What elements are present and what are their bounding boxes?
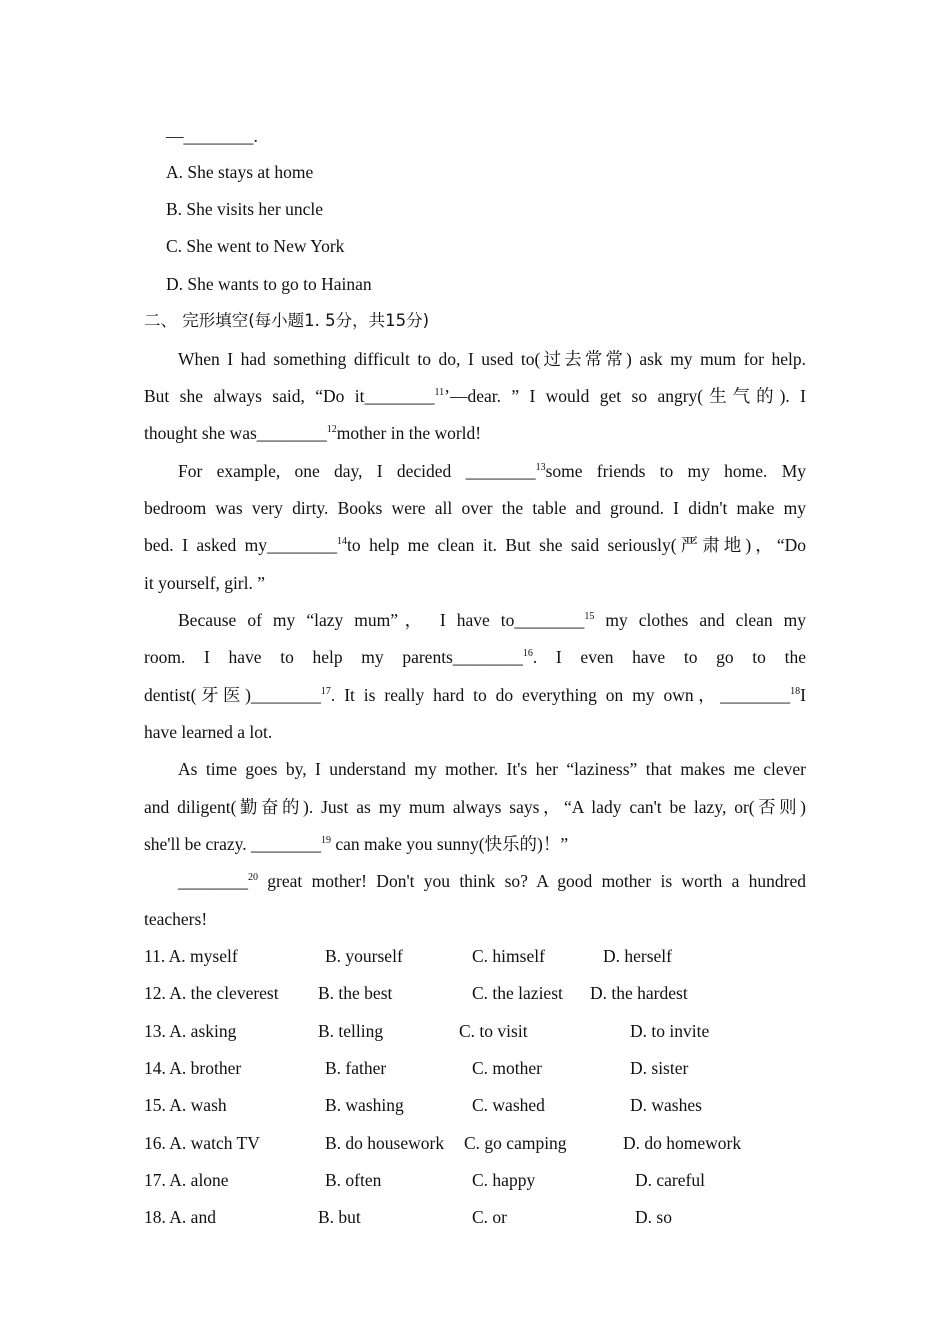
passage-text: mother in the world! bbox=[336, 423, 482, 443]
option-d: D. herself bbox=[603, 946, 673, 966]
option-b: B. telling bbox=[318, 1021, 384, 1041]
option-d: D. careful bbox=[635, 1170, 705, 1190]
option-b: B. often bbox=[325, 1170, 382, 1190]
option-a: 12. A. the cleverest bbox=[144, 983, 279, 1003]
option-c: C. mother bbox=[472, 1058, 542, 1078]
option-c: C. washed bbox=[472, 1095, 545, 1115]
passage-line: have learned a lot. bbox=[144, 722, 273, 742]
blank-number-13: 13 bbox=[535, 462, 546, 473]
blank-number-16: 16 bbox=[522, 648, 533, 659]
option-d: D. sister bbox=[630, 1058, 689, 1078]
question-row-16 bbox=[0, 1131, 950, 1155]
passage-text: . I even have to go to the bbox=[532, 647, 806, 667]
option-d: D. so bbox=[635, 1207, 672, 1227]
passage-line: When I had something difficult to do, I used to(过去常常) ask my mum for help. bbox=[178, 349, 806, 369]
option-c: C. to visit bbox=[459, 1021, 528, 1041]
passage-line bbox=[178, 869, 806, 893]
passage-line bbox=[178, 608, 806, 632]
option-a: 16. A. watch TV bbox=[144, 1133, 260, 1153]
passage-text: can make you sunny(快乐的)！” bbox=[330, 834, 569, 854]
passage-line: it yourself, girl. ” bbox=[144, 573, 266, 593]
q10-answer-blank: —________. bbox=[166, 126, 258, 146]
option-b: B. but bbox=[318, 1207, 361, 1227]
question-row-13 bbox=[0, 1019, 950, 1043]
option-c: C. the laziest bbox=[472, 983, 563, 1003]
question-row-18 bbox=[0, 1205, 950, 1229]
passage-line bbox=[144, 683, 806, 707]
passage-text: to help me clean it. But she said seriously(严肃地)，“Do bbox=[347, 535, 806, 555]
option-b: B. the best bbox=[318, 983, 393, 1003]
blank-number-14: 14 bbox=[337, 536, 348, 547]
option-a: 14. A. brother bbox=[144, 1058, 242, 1078]
q10-option-b: B. She visits her uncle bbox=[166, 199, 323, 219]
blank-number-17: 17 bbox=[320, 686, 331, 697]
passage-line: and diligent(勤奋的). Just as my mum always says，“A lady can't be lazy, or(否则) bbox=[144, 797, 806, 817]
passage-text: some friends to my home. My bbox=[545, 461, 807, 481]
option-a: 13. A. asking bbox=[144, 1021, 237, 1041]
blank-number-12: 12 bbox=[326, 424, 337, 435]
question-row-11 bbox=[0, 944, 950, 968]
passage-text: great mother! Don't you think so? A good mother is worth a hundred bbox=[258, 871, 806, 891]
passage-text: dentist(牙医)________ bbox=[144, 685, 321, 705]
option-d: D. do homework bbox=[623, 1133, 742, 1153]
passage-text: ________ bbox=[178, 871, 248, 891]
option-b: B. yourself bbox=[325, 946, 403, 966]
passage-text: Because of my “lazy mum”， I have to________ bbox=[178, 610, 585, 630]
blank-number-19: 19 bbox=[320, 835, 331, 846]
option-c: C. happy bbox=[472, 1170, 536, 1190]
option-d: D. the hardest bbox=[590, 983, 688, 1003]
blank-number-15: 15 bbox=[584, 611, 595, 622]
q10-option-a: A. She stays at home bbox=[166, 162, 314, 182]
passage-line bbox=[144, 832, 806, 856]
section-heading: 二、 完形填空(每小题1. 5分，共15分) bbox=[144, 311, 430, 330]
passage-line bbox=[178, 459, 806, 483]
passage-line: As time goes by, I understand my mother. It's her “laziness” that makes me clever bbox=[178, 759, 806, 779]
passage-line bbox=[144, 384, 806, 408]
question-row-14 bbox=[0, 1056, 950, 1080]
passage-text: For example, one day, I decided ________ bbox=[178, 461, 536, 481]
blank-number-20: 20 bbox=[248, 872, 258, 883]
passage-line bbox=[144, 421, 806, 445]
question-row-17 bbox=[0, 1168, 950, 1192]
option-a: 18. A. and bbox=[144, 1207, 216, 1227]
passage-text: room. I have to help my parents________ bbox=[144, 647, 523, 667]
option-c: C. or bbox=[472, 1207, 507, 1227]
option-b: B. washing bbox=[325, 1095, 404, 1115]
passage-text: ’—dear. ” I would get so angry(生气的). I bbox=[444, 386, 806, 406]
option-c: C. himself bbox=[472, 946, 545, 966]
passage-line: teachers! bbox=[144, 909, 208, 929]
passage-line bbox=[144, 533, 806, 557]
option-c: C. go camping bbox=[464, 1133, 567, 1153]
passage-text: . It is really hard to do everything on my own，________ bbox=[330, 685, 791, 705]
blank-number-18: 18 bbox=[790, 686, 801, 697]
passage-text: thought she was________ bbox=[144, 423, 327, 443]
passage-text: my clothes and clean my bbox=[594, 610, 806, 630]
option-a: 15. A. wash bbox=[144, 1095, 227, 1115]
q10-option-d: D. She wants to go to Hainan bbox=[166, 274, 372, 294]
passage-line: bedroom was very dirty. Books were all over the table and ground. I didn't make my bbox=[144, 498, 806, 518]
question-row-12 bbox=[0, 981, 950, 1005]
option-d: D. to invite bbox=[630, 1021, 710, 1041]
q10-option-c: C. She went to New York bbox=[166, 236, 345, 256]
passage-text: But she always said, “Do it________ bbox=[144, 386, 435, 406]
option-b: B. father bbox=[325, 1058, 387, 1078]
option-d: D. washes bbox=[630, 1095, 702, 1115]
option-a: 17. A. alone bbox=[144, 1170, 229, 1190]
passage-text: she'll be crazy. ________ bbox=[144, 834, 321, 854]
question-row-15 bbox=[0, 1093, 950, 1117]
option-a: 11. A. myself bbox=[144, 946, 238, 966]
passage-text: bed. I asked my________ bbox=[144, 535, 338, 555]
option-b: B. do housework bbox=[325, 1133, 445, 1153]
passage-line bbox=[144, 645, 806, 669]
blank-number-11: 11 bbox=[434, 387, 445, 398]
passage-text: I bbox=[800, 685, 806, 705]
